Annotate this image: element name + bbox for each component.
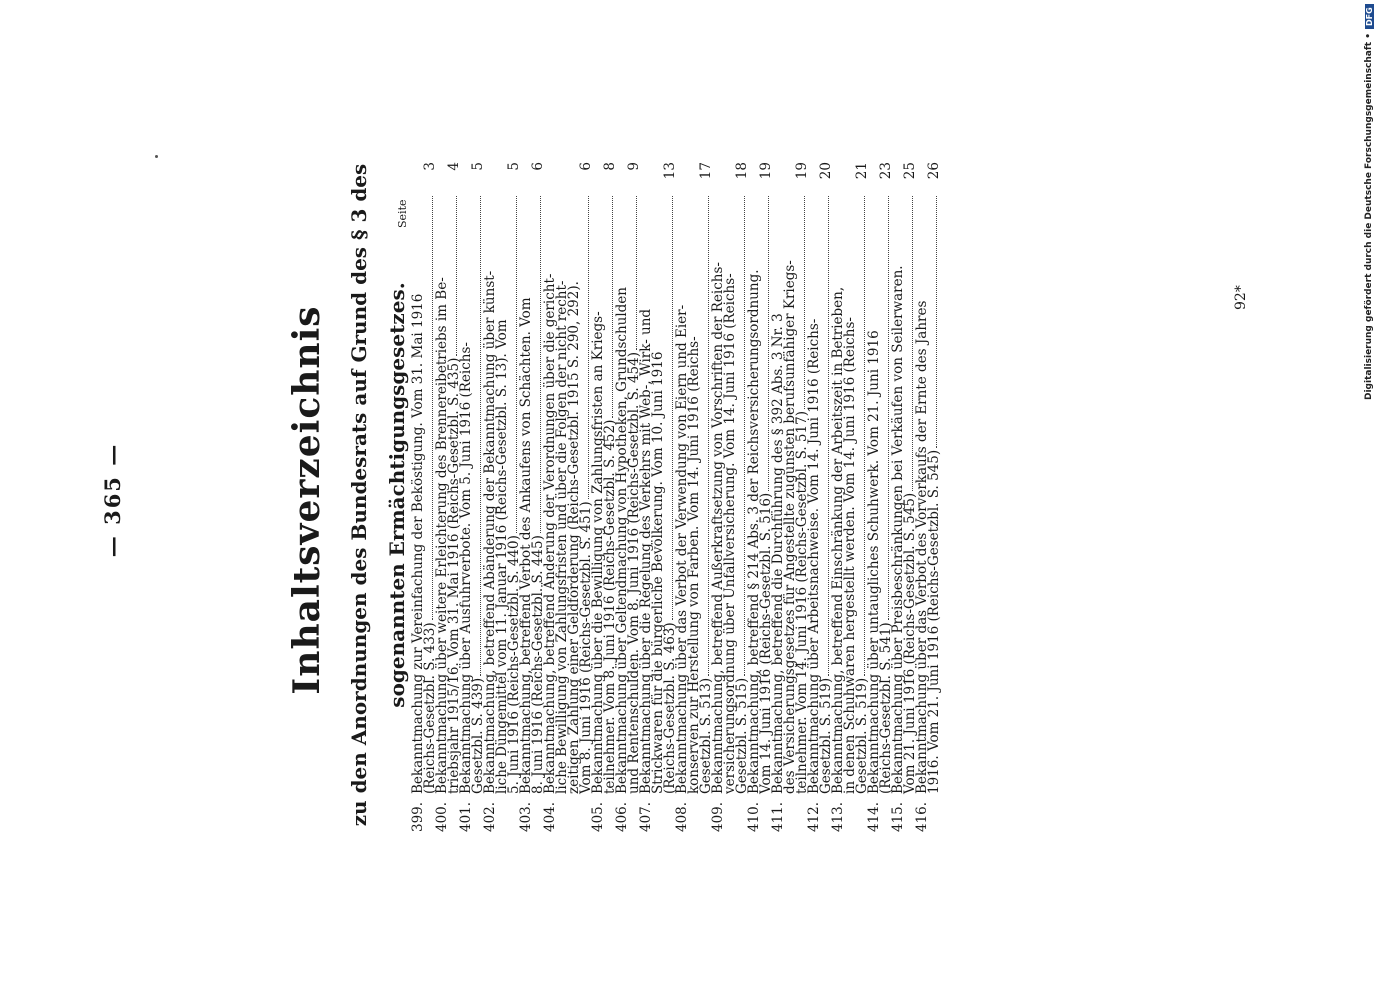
scan-speck [155, 155, 158, 158]
entry-page-number: 25 [902, 162, 918, 180]
toc-entry [434, 162, 462, 832]
entry-text: Gesetzbl. S. 515) [734, 677, 750, 794]
entry-text: Vom 14. Juni 1916 (Reichs-Gesetzbl. S. 516) [758, 492, 774, 794]
entry-text: Vom 8. Juni 1916 (Reichs-Gesetzbl. S. 451) [578, 501, 594, 794]
toc-entry [458, 162, 486, 832]
entry-text: teilnehmer. Vom 14. Juni 1916 (Reichs-Gesetzbl. S. 517) [794, 411, 810, 794]
toc-entry [590, 162, 618, 832]
entry-page-number: 19 [758, 162, 774, 180]
entry-text: (Reichs-Gesetzbl. S. 463) [662, 622, 678, 794]
entry-number: 401. [458, 801, 474, 832]
leader-dots [928, 196, 937, 448]
leader-dots [796, 196, 805, 409]
entry-text: Gesetzbl. S. 439) [470, 677, 486, 794]
entry-text-line: Bekanntmachung über das Verbot des Vorverkaufs der Ernte des Jahres [914, 300, 930, 794]
entry-text-line: Bekanntmachung über Geltendmachung von Hypotheken, Grundschulden [614, 287, 630, 794]
entry-text-line: Bekanntmachung über die Regelung des Verkehrs mit Web-, Wirk- und [638, 308, 654, 794]
toc-entry [542, 162, 594, 832]
entry-page-number: 8 [602, 162, 618, 171]
entry-text-line: Bekanntmachung über Preisbeschränkungen bei Verkäufen von Seilerwaren. [890, 265, 906, 794]
leader-dots [508, 196, 517, 533]
entry-number: 403. [518, 801, 534, 832]
entry-number: 416. [914, 801, 930, 832]
signature-mark: 92* [1233, 285, 1249, 310]
leader-dots [424, 196, 433, 620]
entry-number: 409. [710, 801, 726, 832]
entry-text-line: Bekanntmachung, betreffend Einschränkung der Arbeitszeit in Betrieben, [830, 286, 846, 794]
entry-text: (Reichs-Gesetzbl. S. 541) [878, 622, 894, 794]
digitization-credit [1364, 0, 1374, 1000]
entry-number: 404. [542, 801, 558, 832]
leader-dots [760, 196, 769, 491]
page-title: Inhaltsverzeichnis [286, 305, 328, 695]
entry-page-number: 6 [530, 162, 546, 171]
entry-text-line: Bekanntmachung, betreffend Außerkraftsetzung von Vorschriften der Reichs- [710, 262, 726, 794]
entry-text-line: konserven zur Herstellung von Farben. Vom 14. Juni 1916 (Reichs- [686, 336, 702, 794]
entry-number: 412. [806, 801, 822, 832]
subtitle-line-2: sogenannten Ermächtigungsgesetzes. [385, 282, 409, 708]
toc-entry [866, 162, 894, 832]
seite-column-label: Seite [396, 199, 409, 228]
entry-number: 414. [866, 801, 882, 832]
entry-number: 405. [590, 801, 606, 832]
entry-page-number: 5 [470, 162, 486, 171]
toc-entry [674, 162, 714, 832]
entry-page-number: 19 [794, 162, 810, 180]
leader-dots [448, 196, 457, 356]
entry-number: 413. [830, 801, 846, 832]
entry-text-line: Bekanntmachung, betreffend § 214 Abs. 3 der Reichsversicherungsordnung. [746, 269, 762, 794]
leader-dots [472, 196, 481, 676]
entry-number: 408. [674, 801, 690, 832]
entry-page-number: 17 [698, 162, 714, 180]
entry-text-line: Bekanntmachung, betreffend die Durchführung des § 392 Abs. 3 Nr. 3 [770, 313, 786, 794]
entry-text: teilnehmer. Vom 8. Juni 1916 (Reichs-Gesetzbl. S. 452) [602, 419, 618, 794]
entry-text-line: des Versicherungsgesetzes für Angestellte zugunsten berufsunfähiger Kriegs- [782, 260, 798, 794]
toc-entry [614, 162, 642, 832]
entry-text: Gesetzbl. S. 513) [698, 677, 714, 794]
entry-number: 399. [410, 801, 426, 832]
page-subtitle [340, 160, 416, 830]
entry-text-line: zeitigen Zahlung einer Geldforderung (Reichs-Gesetzbl. 1915 S. 290, 292). [566, 281, 582, 794]
leader-dots [856, 196, 865, 676]
entry-text: 8. Juni 1916 (Reichs-Gesetzbl. S. 445) [530, 535, 546, 794]
entry-page-number: 23 [878, 162, 894, 180]
leader-dots [880, 196, 889, 620]
dfg-logo: DFG [1365, 4, 1374, 29]
entry-page-number: 21 [854, 162, 870, 180]
entry-text-line: Bekanntmachung über Arbeitsnachweise. Vom 14. Juni 1916 (Reichs- [806, 318, 822, 794]
entry-number: 406. [614, 801, 630, 832]
entry-page-number: 13 [662, 162, 678, 180]
entry-page-number: 3 [422, 162, 438, 171]
entry-text: Gesetzbl. S. 519) [854, 677, 870, 794]
entry-text: (Reichs-Gesetzbl. S. 433) [422, 622, 438, 794]
toc-entry [770, 162, 810, 832]
entry-text-line: Strickwaren für die bürgerliche Bevölkerung. Vom 10. Juni 1916 [650, 351, 666, 794]
entry-page-number: 4 [446, 162, 462, 171]
toc-entry [518, 162, 546, 832]
toc-entry [410, 162, 438, 832]
digitization-credit-text: Digitalisierung gefördert durch die Deutsche Forschungsgemeinschaft • [1364, 33, 1374, 400]
entry-text-line: Bekanntmachung über das Verbot der Verwendung von Eiern und Eier- [674, 304, 690, 794]
entry-text: 1916. Vom 21. Juni 1916 (Reichs-Gesetzbl. S. 545) [926, 449, 942, 794]
entry-text-line: Bekanntmachung, betreffend Änderung der Verordnungen über die gericht- [542, 273, 558, 794]
entry-text-line: in denen Schuhwaren hergestellt werden. Vom 14. Juni 1916 (Reichs- [842, 317, 858, 794]
entry-text-line: liche Bewilligung von Zahlungsfristen und über die Folgen der nicht recht- [554, 280, 570, 794]
leader-dots [532, 196, 541, 533]
entry-page-number: 20 [818, 162, 834, 180]
entry-page-number: 26 [926, 162, 942, 180]
entry-text: Vom 21. Juni 1916 (Reichs-Gesetzbl. S. 545) [902, 492, 918, 794]
entry-text: 5. Juni 1916 (Reichs-Gesetzbl. S. 440) [506, 535, 522, 794]
entry-text-line [928, 192, 940, 794]
leader-dots [628, 196, 637, 350]
toc-entry [914, 162, 942, 832]
toc-entry [482, 162, 522, 832]
entry-number: 402. [482, 801, 498, 832]
entry-number: 411. [770, 801, 786, 832]
toc-entries [410, 162, 942, 832]
toc-entry [890, 162, 918, 832]
entry-page-number: 6 [578, 162, 594, 171]
entry-number: 407. [638, 801, 654, 832]
toc-entry [746, 162, 774, 832]
toc-entry [710, 162, 750, 832]
leader-dots [904, 196, 913, 491]
leader-dots [820, 196, 829, 676]
entry-page-number: 9 [626, 162, 642, 171]
leader-dots [736, 196, 745, 676]
entry-text-line: versicherungsordnung über Unfallversicherung. Vom 14. Juni 1916 (Reichs- [722, 273, 738, 794]
entry-text-line: Bekanntmachung über untaugliches Schuhwerk. Vom 21. Juni 1916 [866, 330, 882, 794]
entry-text: und Rentenschulden. Vom 8. Juni 1916 (Reichs-Gesetzbl. S. 454) [626, 352, 642, 794]
entry-number: 410. [746, 801, 762, 832]
entry-number: 400. [434, 801, 450, 832]
entry-page-number: 18 [734, 162, 750, 180]
leader-dots [700, 196, 709, 676]
entry-text-line: Bekanntmachung zur Vereinfachung der Beköstigung. Vom 31. Mai 1916 [410, 293, 426, 794]
entry-text: triebsjahr 1915/16. Vom 31. Mai 1916 (Reichs-Gesetzbl. S. 435) [446, 357, 462, 794]
leader-dots [604, 196, 613, 418]
toc-entry [806, 162, 834, 832]
toc-entry [830, 162, 870, 832]
entry-text: Gesetzbl. S. 519) [818, 677, 834, 794]
entry-text-line: Bekanntmachung über Ausfuhrverbote. Vom 5. Juni 1916 (Reichs- [458, 342, 474, 794]
entry-text-line: Bekanntmachung über weitere Erleichterung des Brennereibetriebs im Be- [434, 277, 450, 794]
subtitle-line-1: zu den Anordnungen des Bundesrats auf Grund des § 3 des [347, 163, 371, 827]
entry-text-line: Bekanntmachung über die Bewilligung von Zahlungsfristen an Kriegs- [590, 311, 606, 794]
entry-number: 415. [890, 801, 906, 832]
leader-dots [664, 196, 673, 620]
entry-text-line: Bekanntmachung, betreffend Abänderung der Bekanntmachung über künst- [482, 270, 498, 794]
toc-entry [638, 162, 678, 832]
entry-text-line: Bekanntmachung, betreffend Verbot des Ankaufens von Schächten. Vom [518, 297, 534, 794]
page-number: — 365 — [100, 442, 125, 558]
entry-text-line: liche Düngemittel vom 11. Januar 1916 (Reichs-Gesetzbl. S. 13). Vom [494, 319, 510, 794]
entry-page-number: 5 [506, 162, 522, 171]
leader-dots [580, 196, 589, 499]
